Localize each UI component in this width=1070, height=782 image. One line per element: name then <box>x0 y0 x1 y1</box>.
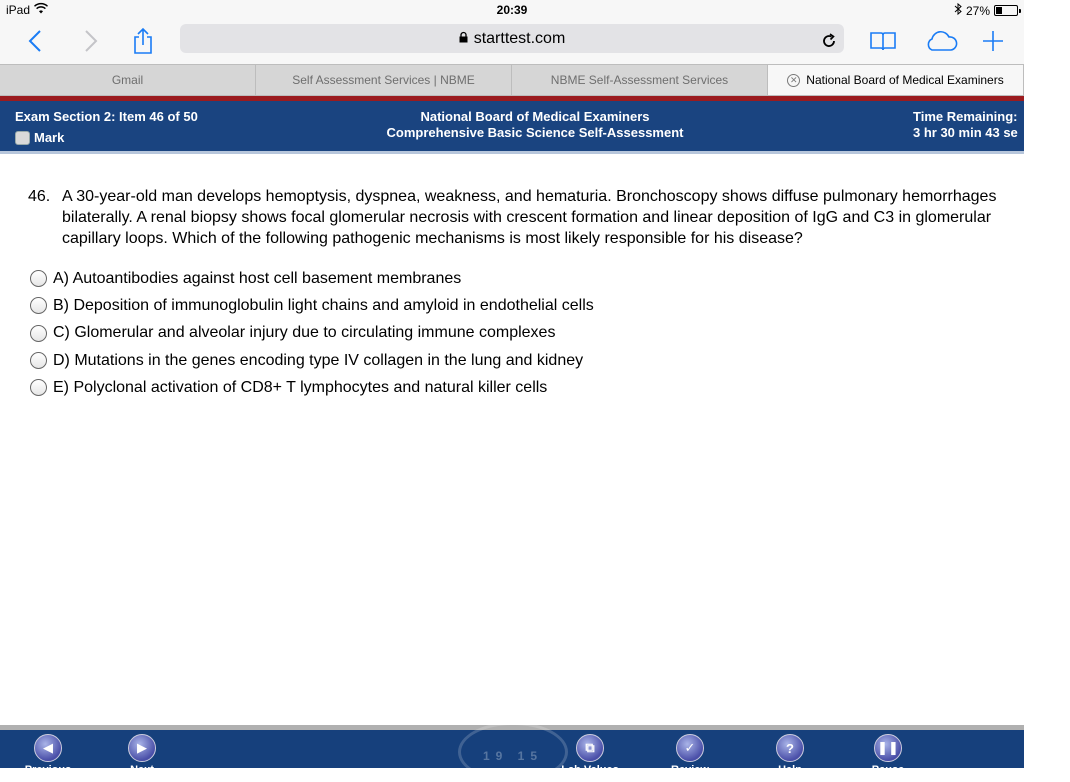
answer-option-b[interactable] <box>30 292 594 319</box>
help-icon: ? <box>776 734 804 762</box>
time-remaining <box>913 109 1018 141</box>
time-remaining-value: 3 hr 30 min 43 se <box>913 125 1018 140</box>
radio-button[interactable] <box>30 352 47 369</box>
review-label: Review <box>671 764 709 776</box>
header-center <box>0 109 1070 141</box>
next-icon: ▶ <box>128 734 156 762</box>
close-tab-icon[interactable]: ✕ <box>787 74 800 87</box>
lab-values-label: Lab Values <box>561 764 619 776</box>
new-tab-icon[interactable] <box>978 26 1008 56</box>
radio-button[interactable] <box>30 270 47 287</box>
answer-options <box>30 265 594 401</box>
reload-icon[interactable] <box>814 26 844 56</box>
status-right <box>954 3 1018 18</box>
pause-button[interactable] <box>848 734 928 776</box>
review-button[interactable] <box>650 734 730 776</box>
browser-toolbar <box>0 20 1024 64</box>
exam-header <box>0 101 1024 151</box>
tab-label: Gmail <box>111 73 144 87</box>
status-bar <box>0 0 1024 20</box>
previous-label: Previous <box>24 764 72 776</box>
answer-option-c[interactable] <box>30 320 594 347</box>
radio-button[interactable] <box>30 297 47 314</box>
tab-national-board[interactable] <box>768 65 1024 95</box>
answer-text: C) Glomerular and alveolar injury due to circulating immune complexes <box>53 324 556 342</box>
mark-label: Mark <box>34 130 65 145</box>
question-number: 46. <box>28 188 51 205</box>
question-stem <box>28 186 1008 249</box>
help-button[interactable] <box>750 734 830 776</box>
icloud-tabs-icon[interactable] <box>922 26 960 56</box>
tab-self-assessment-services[interactable] <box>256 65 512 95</box>
answer-option-a[interactable] <box>30 265 594 292</box>
answer-text: D) Mutations in the genes encoding type IV collagen in the lung and kidney <box>53 351 584 369</box>
battery-percent: 27% <box>965 3 990 18</box>
header-bottom-rule <box>0 151 1024 154</box>
back-icon[interactable] <box>20 26 50 56</box>
battery-icon <box>994 5 1018 16</box>
time-remaining-label: Time Remaining: <box>913 109 1018 124</box>
pause-label: Pause <box>871 764 905 776</box>
tab-strip <box>0 64 1024 96</box>
answer-text: B) Deposition of immunoglobulin light chains and amyloid in endothelial cells <box>53 296 594 314</box>
tab-nbme-self-assessment[interactable] <box>512 65 768 95</box>
org-name: National Board of Medical Examiners <box>420 109 650 124</box>
forward-icon[interactable] <box>76 26 106 56</box>
radio-button[interactable] <box>30 325 47 342</box>
next-button[interactable] <box>102 734 182 776</box>
pause-icon: ❚❚ <box>874 734 902 762</box>
tab-label: NBME Self-Assessment Services <box>550 73 729 87</box>
review-checkmark-icon: ✓ <box>676 734 704 762</box>
address-bar[interactable] <box>180 24 844 53</box>
previous-icon: ◀ <box>34 734 62 762</box>
device-name: iPad <box>6 3 31 17</box>
answer-option-e[interactable] <box>30 374 594 401</box>
question-text: A 30-year-old man develops hemoptysis, dyspnea, weakness, and hematuria. Bronchoscopy shows diffuse pulmonary hemorrhages bilaterally. A renal biopsy shows focal glomerular necrosis with crescent formation and linear deposition of IgG and C3 in glomerular capillary loops. Which of the following pathogenic mechanisms is most likely responsible for his disease? <box>62 188 997 247</box>
exam-name: Comprehensive Basic Science Self-Assessment <box>386 125 684 140</box>
lab-values-button[interactable] <box>550 734 630 776</box>
next-label: Next <box>130 764 154 776</box>
share-icon[interactable] <box>128 26 158 56</box>
url-text: starttest.com <box>473 29 566 47</box>
status-left <box>6 3 48 17</box>
footer-nav <box>0 730 1024 776</box>
bookmarks-icon[interactable] <box>868 26 898 56</box>
lab-values-icon: ⧉ <box>576 734 604 762</box>
answer-text: E) Polyclonal activation of CD8+ T lymphocytes and natural killer cells <box>53 378 548 396</box>
answer-text: A) Autoantibodies against host cell basement membranes <box>53 269 462 287</box>
battery-level <box>996 7 1002 14</box>
answer-option-d[interactable] <box>30 347 594 374</box>
tab-gmail[interactable] <box>0 65 256 95</box>
lock-icon <box>459 30 468 48</box>
exam-section-label: Exam Section 2: Item 46 of 50 <box>15 109 198 124</box>
help-label: Help <box>778 764 802 776</box>
clock: 20:39 <box>496 3 528 17</box>
radio-button[interactable] <box>30 379 47 396</box>
tab-label: National Board of Medical Examiners <box>806 73 1004 87</box>
wifi-icon <box>34 3 48 17</box>
tab-label: Self Assessment Services | NBME <box>292 73 475 87</box>
nbme-seal-logo: 19 15 <box>458 722 568 782</box>
previous-button[interactable] <box>8 734 88 776</box>
bluetooth-icon <box>954 3 962 18</box>
